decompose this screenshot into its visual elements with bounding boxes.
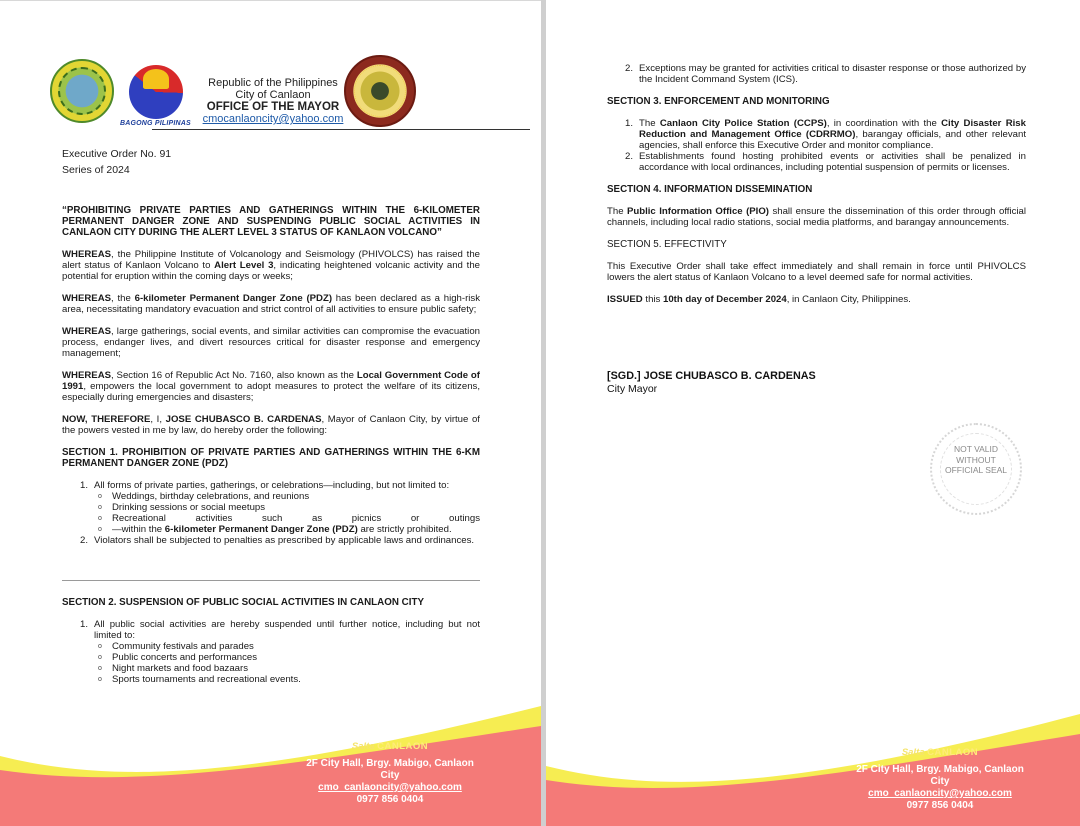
list-item-continuation: o —within the 6-kilometer Permanent Danger Zone (PDZ) are strictly prohibited.: [98, 524, 480, 535]
section-2-item-1: 1. All public social activities are hereby suspended until further notice, including but not limited to: o Community festivals and parades o Public concerts and performances o Night markets and food bazaars o Sports tournaments and recreational events.: [80, 619, 480, 685]
whereas-clause-3: WHEREAS, large gatherings, social events, and similar activities can compromise the evacuation process, endanger lives, and divert resources critical for disaster response and emergency management;: [62, 326, 480, 359]
order-series: Series of 2024: [62, 164, 130, 176]
section-4-text: The Public Information Office (PIO) shall ensure the dissemination of this order through official channels, including local radio stations, social media platforms, and barangay announcements.: [607, 206, 1026, 228]
section-2-item-2: 2. Exceptions may be granted for activities critical to disaster response or those authorized by the Incident Command System (ICS).: [625, 63, 1026, 85]
section-3-heading: SECTION 3. ENFORCEMENT AND MONITORING: [607, 96, 830, 107]
signatory-title: City Mayor: [607, 383, 658, 395]
section-2-heading: SECTION 2. SUSPENSION OF PUBLIC SOCIAL ACTIVITIES IN CANLAON CITY: [62, 597, 424, 608]
section-2-list: [62, 619, 480, 685]
footer-phone: 0977 856 0404: [906, 800, 974, 811]
footer-address: 2F City Hall, Brgy. Mabigo, Canlaon City: [306, 758, 474, 781]
signatory-name: [SGD.] JOSE CHUBASCO B. CARDENAS: [607, 370, 816, 382]
footer-banner: [546, 686, 1080, 826]
letterhead: [48, 55, 482, 129]
issued-statement: ISSUED this 10th day of December 2024, in Canlaon City, Philippines.: [607, 294, 911, 305]
footer-contact: [300, 736, 480, 806]
city-seal-logo: [50, 59, 114, 123]
list-item: o Weddings, birthday celebrations, and reunions: [98, 491, 480, 502]
list-item: o Recreational activities such as picnics or outings: [98, 513, 480, 524]
section-1-item-1: 1. All forms of private parties, gatherings, or celebrations—including, but not limited to: o Weddings, birthday celebrations, and reunions o Drinking sessions or social meetups o Recreational activities such as picnics or outings o —within the 6-kilometer Permanent Danger Zone (PDZ) are strictly prohibited.: [80, 480, 480, 535]
bagong-pilipinas-label: BAGONG PILIPINAS: [120, 120, 191, 127]
section-3-item-1: 1. The Canlaon City Police Station (CCPS), in coordination with the City Disaster Risk Reduction and Management Office (CDRRMO), barangay officials, and other relevant agencies, shall enforce this Executive Order and monitor compliance.: [625, 118, 1026, 151]
official-seal-stamp: [930, 423, 1022, 515]
section-2-sublist: [80, 641, 480, 685]
section-3-list: [607, 118, 1026, 173]
section-3-item-2: 2. Establishments found hosting prohibited events or activities shall be penalized in accordance with local ordinances, including potential suspension of permits or licenses.: [625, 151, 1026, 173]
section-5-heading: SECTION 5. EFFECTIVITY: [607, 239, 727, 250]
order-body-page2: [607, 63, 1026, 316]
section-2-list-continued: [607, 63, 1026, 85]
list-item: o Public concerts and performances: [98, 652, 480, 663]
section-2-block: [62, 597, 480, 685]
header-divider: [152, 129, 530, 130]
footer-contact: [850, 742, 1030, 812]
whereas-clause-2: WHEREAS, the 6-kilometer Permanent Danger Zone (PDZ) has been declared as a high-risk area, necessitating mandatory evacuation and strict control of all activities to ensure public safety;: [62, 293, 481, 315]
footer-address: 2F City Hall, Brgy. Mabigo, Canlaon City: [856, 764, 1024, 787]
republic-text: Republic of the Philippines: [208, 77, 338, 89]
footer-email-link[interactable]: cmo_canlaoncity@yahoo.com: [318, 782, 462, 793]
list-item: o Drinking sessions or social meetups: [98, 502, 480, 513]
list-item: o Community festivals and parades: [98, 641, 480, 652]
whereas-clause-1: WHEREAS, the Philippine Institute of Volcanology and Seismology (PHIVOLCS) has raised the alert status of Kanlaon Volcano to Alert Level 3, indicating heightened volcanic activity and the potential for eruption within the coming days or weeks;: [62, 249, 480, 282]
document-page-2: [546, 0, 1080, 826]
office-text: OFFICE OF THE MAYOR: [206, 101, 340, 113]
city-text: City of Canlaon: [235, 89, 311, 101]
order-title: “PROHIBITING PRIVATE PARTIES AND GATHERINGS WITHIN THE 6-KILOMETER PERMANENT DANGER ZONE AND SUSPENDING PUBLIC SOCIAL ACTIVITIES IN CANLAON CITY DURING THE ALERT LEVEL 3 STATUS OF KANLAON VOLCANO”: [62, 205, 480, 238]
list-item: o Night markets and food bazaars: [98, 663, 480, 674]
office-heading: [198, 77, 348, 125]
whereas-clause-4: WHEREAS, Section 16 of Republic Act No. 7160, also known as the Local Government Code of 1991, empowers the local government to adopt measures to protect the welfare of its citizens, especially during emergencies and disasters;: [62, 370, 480, 403]
section-1-item-2: 2. Violators shall be subjected to penalties as prescribed by applicable laws and ordinances.: [80, 535, 475, 546]
stamp-text: NOT VALID WITHOUT OFFICIAL SEAL: [944, 444, 1008, 475]
footer-email-link[interactable]: cmo_canlaoncity@yahoo.com: [868, 788, 1012, 799]
order-number-block: [62, 146, 171, 178]
section-1-sublist: [80, 491, 480, 535]
list-item: o Sports tournaments and recreational events.: [98, 674, 480, 685]
bagong-pilipinas-logo: [120, 57, 191, 129]
now-therefore-clause: NOW, THEREFORE, I, JOSE CHUBASCO B. CARDENAS, Mayor of Canlaon City, by virtue of the powers vested in me by law, do hereby order the following:: [62, 414, 480, 436]
section-5-text: This Executive Order shall take effect immediately and shall remain in force until PHIVOLCS lowers the alert status of Kanlaon Volcano to a level deemed safe for normal activities.: [607, 261, 1026, 283]
section-1-heading: SECTION 1. PROHIBITION OF PRIVATE PARTIES AND GATHERINGS WITHIN THE 6-KM PERMANENT DANGER ZONE (PDZ): [62, 447, 480, 469]
mayors-office-seal-logo: [344, 55, 416, 127]
order-number: Executive Order No. 91: [62, 148, 172, 160]
salta-canlaon-logo: Salta CANLAON: [351, 741, 429, 752]
salta-canlaon-logo: Salta CANLAON: [901, 747, 979, 758]
order-body-page1: [62, 205, 480, 546]
office-email-link[interactable]: cmocanlaoncity@yahoo.com: [202, 113, 344, 125]
section-1-list: [62, 480, 480, 546]
section-divider: [62, 580, 480, 581]
section-4-heading: SECTION 4. INFORMATION DISSEMINATION: [607, 184, 813, 195]
footer-phone: 0977 856 0404: [356, 794, 424, 805]
footer-banner: [0, 686, 541, 826]
